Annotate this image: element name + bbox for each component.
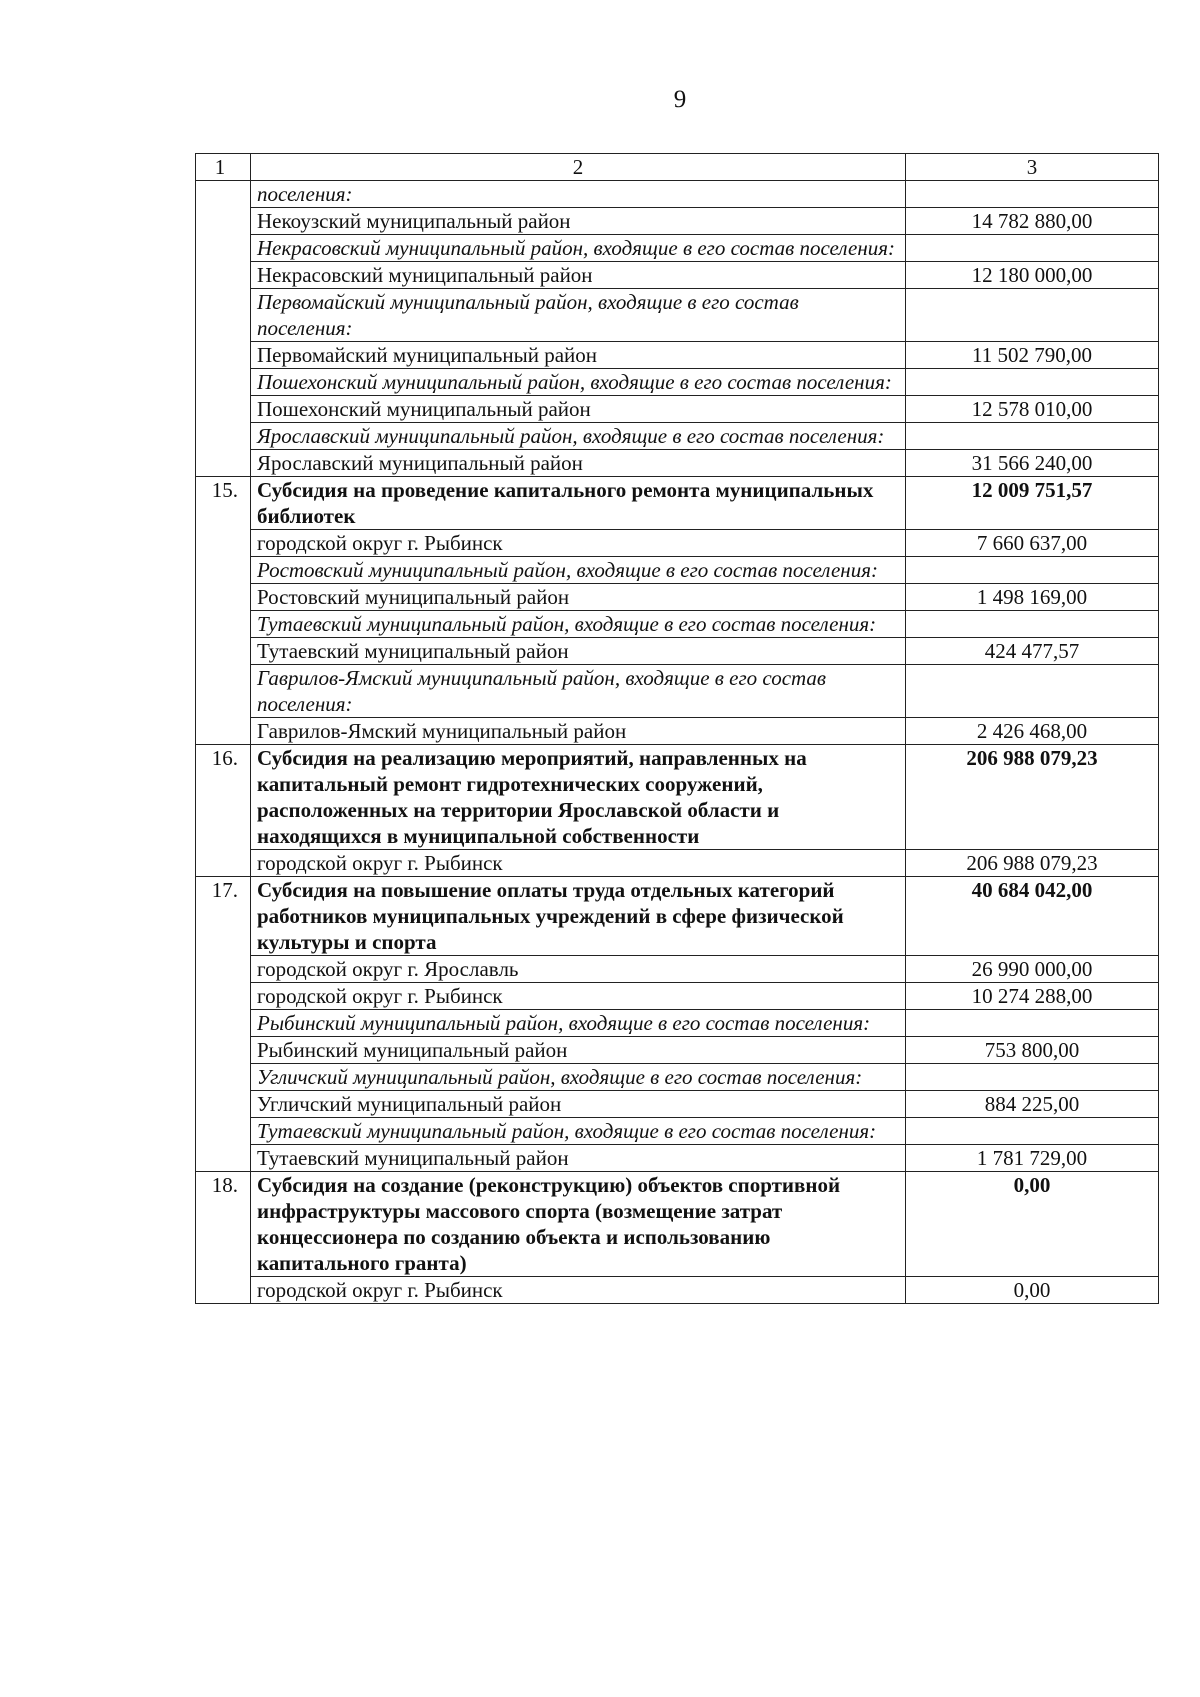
row-number: 15. — [196, 477, 251, 530]
row-number — [196, 1064, 251, 1091]
row-amount — [906, 1064, 1159, 1091]
table-row-subheading — [196, 1118, 1159, 1145]
row-name: Пошехонский муниципальный район, входящие в его состав поселения: — [251, 369, 906, 396]
row-amount: 0,00 — [906, 1277, 1159, 1304]
row-amount — [906, 1118, 1159, 1145]
row-number — [196, 423, 251, 450]
row-amount: 26 990 000,00 — [906, 956, 1159, 983]
table-row — [196, 956, 1159, 983]
row-amount — [906, 1010, 1159, 1037]
table-row-subheading — [196, 289, 1159, 342]
row-name: Первомайский муниципальный район — [251, 342, 906, 369]
table-header-row — [196, 154, 1159, 181]
row-name: городской округ г. Ярославль — [251, 956, 906, 983]
row-amount: 12 578 010,00 — [906, 396, 1159, 423]
row-name: Пошехонский муниципальный район — [251, 396, 906, 423]
table-body — [196, 154, 1159, 1304]
row-amount — [906, 423, 1159, 450]
table-row-group — [196, 745, 1159, 850]
row-name: городской округ г. Рыбинск — [251, 1277, 906, 1304]
table-row — [196, 983, 1159, 1010]
table-row — [196, 262, 1159, 289]
row-number — [196, 1118, 251, 1145]
row-number — [196, 611, 251, 638]
row-number — [196, 208, 251, 235]
row-name: поселения: — [251, 181, 906, 208]
row-amount — [906, 235, 1159, 262]
row-number — [196, 1277, 251, 1304]
table-row — [196, 396, 1159, 423]
row-amount: 7 660 637,00 — [906, 530, 1159, 557]
table-row — [196, 342, 1159, 369]
row-amount: 31 566 240,00 — [906, 450, 1159, 477]
row-name: Субсидия на создание (реконструкцию) объектов спортивной инфраструктуры массового спорта (возмещение затрат концессионера по созданию объекта и использованию капитального гранта) — [251, 1172, 906, 1277]
row-name: Ростовский муниципальный район, входящие в его состав поселения: — [251, 557, 906, 584]
row-number — [196, 369, 251, 396]
row-name: Тутаевский муниципальный район, входящие в его состав поселения: — [251, 611, 906, 638]
table-row-subheading — [196, 423, 1159, 450]
table-row — [196, 1145, 1159, 1172]
table-row-group — [196, 477, 1159, 530]
row-amount: 0,00 — [906, 1172, 1159, 1277]
row-name: Некоузский муниципальный район — [251, 208, 906, 235]
row-number — [196, 262, 251, 289]
table-row-subheading — [196, 181, 1159, 208]
row-number — [196, 450, 251, 477]
row-name: Тутаевский муниципальный район — [251, 1145, 906, 1172]
table-row-subheading — [196, 611, 1159, 638]
table-row — [196, 450, 1159, 477]
table-row-subheading — [196, 235, 1159, 262]
table-row — [196, 530, 1159, 557]
row-amount: 10 274 288,00 — [906, 983, 1159, 1010]
row-name: Ростовский муниципальный район — [251, 584, 906, 611]
table-row-subheading — [196, 1064, 1159, 1091]
row-number — [196, 983, 251, 1010]
row-amount — [906, 289, 1159, 342]
row-name: Ярославский муниципальный район — [251, 450, 906, 477]
row-number — [196, 342, 251, 369]
row-amount: 12 009 751,57 — [906, 477, 1159, 530]
row-amount: 1 498 169,00 — [906, 584, 1159, 611]
row-name: городской округ г. Рыбинск — [251, 850, 906, 877]
table-row-group — [196, 1172, 1159, 1277]
row-amount: 206 988 079,23 — [906, 850, 1159, 877]
table-row-subheading — [196, 369, 1159, 396]
row-number: 16. — [196, 745, 251, 850]
row-name: городской округ г. Рыбинск — [251, 530, 906, 557]
page-number: 9 — [673, 86, 687, 113]
row-amount: 11 502 790,00 — [906, 342, 1159, 369]
row-name: Ярославский муниципальный район, входящие в его состав поселения: — [251, 423, 906, 450]
row-amount: 40 684 042,00 — [906, 877, 1159, 956]
row-amount: 884 225,00 — [906, 1091, 1159, 1118]
row-number — [196, 665, 251, 718]
row-number — [196, 235, 251, 262]
row-amount: 424 477,57 — [906, 638, 1159, 665]
table-row-group — [196, 877, 1159, 956]
row-number — [196, 584, 251, 611]
table-row — [196, 1037, 1159, 1064]
row-name: Угличский муниципальный район — [251, 1091, 906, 1118]
row-name: Первомайский муниципальный район, входящие в его состав поселения: — [251, 289, 906, 342]
table-row-subheading — [196, 557, 1159, 584]
row-number — [196, 956, 251, 983]
row-name: Рыбинский муниципальный район — [251, 1037, 906, 1064]
table-row — [196, 584, 1159, 611]
row-amount — [906, 665, 1159, 718]
row-number: 17. — [196, 877, 251, 956]
row-number — [196, 396, 251, 423]
row-number — [196, 718, 251, 745]
row-amount: 14 782 880,00 — [906, 208, 1159, 235]
row-number — [196, 638, 251, 665]
table-row — [196, 718, 1159, 745]
row-name: Субсидия на повышение оплаты труда отдельных категорий работников муниципальных учреждений в сфере физической культуры и спорта — [251, 877, 906, 956]
subsidy-table — [195, 153, 1159, 1304]
column-header-1: 1 — [196, 154, 251, 181]
row-name: Субсидия на проведение капитального ремонта муниципальных библиотек — [251, 477, 906, 530]
column-header-2: 2 — [251, 154, 906, 181]
table-row-subheading — [196, 1010, 1159, 1037]
row-amount: 2 426 468,00 — [906, 718, 1159, 745]
row-number — [196, 850, 251, 877]
row-amount — [906, 369, 1159, 396]
row-name: Тутаевский муниципальный район, входящие в его состав поселения: — [251, 1118, 906, 1145]
table-row — [196, 1091, 1159, 1118]
row-name: Рыбинский муниципальный район, входящие в его состав поселения: — [251, 1010, 906, 1037]
row-amount: 753 800,00 — [906, 1037, 1159, 1064]
row-number — [196, 1037, 251, 1064]
row-amount — [906, 181, 1159, 208]
row-amount — [906, 611, 1159, 638]
table-row — [196, 638, 1159, 665]
row-amount: 206 988 079,23 — [906, 745, 1159, 850]
row-name: Угличский муниципальный район, входящие в его состав поселения: — [251, 1064, 906, 1091]
row-number — [196, 557, 251, 584]
column-header-3: 3 — [906, 154, 1159, 181]
table-row — [196, 208, 1159, 235]
row-number — [196, 1091, 251, 1118]
row-amount: 12 180 000,00 — [906, 262, 1159, 289]
row-name: Некрасовский муниципальный район — [251, 262, 906, 289]
row-number — [196, 530, 251, 557]
row-number — [196, 181, 251, 208]
row-number — [196, 289, 251, 342]
row-name: Гаврилов-Ямский муниципальный район, входящие в его состав поселения: — [251, 665, 906, 718]
row-name: Некрасовский муниципальный район, входящие в его состав поселения: — [251, 235, 906, 262]
row-number: 18. — [196, 1172, 251, 1277]
row-number — [196, 1010, 251, 1037]
row-amount: 1 781 729,00 — [906, 1145, 1159, 1172]
row-name: Гаврилов-Ямский муниципальный район — [251, 718, 906, 745]
row-amount — [906, 557, 1159, 584]
table-row — [196, 1277, 1159, 1304]
table-row-subheading — [196, 665, 1159, 718]
table-row — [196, 850, 1159, 877]
row-name: Субсидия на реализацию мероприятий, направленных на капитальный ремонт гидротехнических сооружений, расположенных на территории Ярославской области и находящихся в муниципальной собственности — [251, 745, 906, 850]
row-name: Тутаевский муниципальный район — [251, 638, 906, 665]
row-name: городской округ г. Рыбинск — [251, 983, 906, 1010]
row-number — [196, 1145, 251, 1172]
